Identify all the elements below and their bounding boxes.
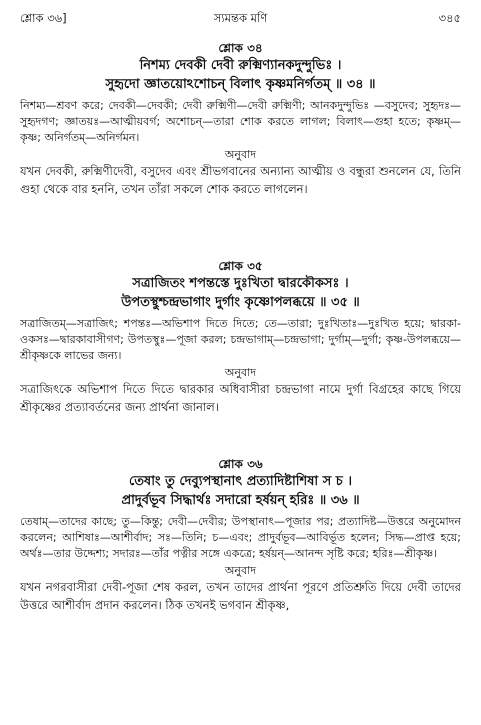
header-verse-ref: শ্লোক ৩৬] bbox=[20, 11, 67, 25]
word-for-word-synonyms: তেষাম্—তাদের কাছে; তু—কিন্তু; দেবী—দেবীর; উপস্থানাৎ—পূজার পর; প্রত্যাদিষ্ট—উত্তরে অনুমোদন করলেন; আশিষাঃ—আশীর্বাদ; সঃ—তিনি; চ—এবং; প্রাদুর্বভূব—আবির্ভূত হলেন; সিদ্ধ—প্রাপ্ত হয়ে; অর্থঃ—তার উদ্দেশ্য; সদারঃ—তাঁর পত্নীর সঙ্গে একত্রে; হর্ষয়ন্—আনন্দ সৃষ্টি করে; হরিঃ—শ্রীকৃষ্ণ। bbox=[20, 515, 461, 560]
header-page-number: ৩৪৫ bbox=[438, 11, 461, 25]
sanskrit-verse-line-1: সত্রাজিতং শপন্তস্তে দুঃখিতা দ্বারকৌকসঃ । bbox=[132, 276, 349, 291]
translation-text: সত্রাজিৎকে অভিশাপ দিতে দিতে দ্বারকার অধিবাসীরা চন্দ্রভাগা নামে দুর্গা বিগ্রহের কাছে গিয়ে শ্রীকৃষ্ণের প্রত্যাবর্তনের জন্য প্রার্থনা জানাল। bbox=[20, 382, 461, 414]
translation-heading: অনুবাদ bbox=[224, 366, 257, 379]
sanskrit-verse-line-2: উপতস্থুশ্চন্দ্রভাগাং দুর্গাং কৃষ্ণোপলব্ধয়ে ॥ ৩৫ ॥ bbox=[121, 295, 360, 310]
translation-heading: অনুবাদ bbox=[224, 148, 257, 161]
sanskrit-verse-line-2: সুহৃদো জ্ঞাতয়োঽশোচন্ বিলাৎ কৃষ্ণমনির্গতম্ ॥ ৩৪ ॥ bbox=[105, 77, 376, 92]
header-chapter-title: স্যমন্তক মণি bbox=[213, 11, 268, 25]
word-for-word-synonyms: নিশম্য—শ্রবণ করে; দেবকী—দেবকী; দেবী রুক্মিণী—দেবী রুক্মিণী; আনকদুন্দুভিঃ —বসুদেব; সুহৃদঃ—সুহৃদগণ; জ্ঞাতয়ঃ—আত্মীয়বর্গ; অশোচন্—তারা শোক করতে লাগল; বিলাৎ—গুহা হতে; কৃষ্ণম্—কৃষ্ণ; অনির্গতম্—অনির্গমন। bbox=[20, 99, 461, 144]
sanskrit-verse-line-1: নিশম্য দেবকী দেবী রুক্মিণ্যানকদুন্দুভিঃ । bbox=[139, 58, 342, 73]
verse-section-34 bbox=[20, 40, 461, 198]
sanskrit-verse-line-1: তেষাং তু দেব্যুপস্থানাৎ প্রত্যাদিষ্টাশিষা স চ । bbox=[129, 474, 352, 489]
word-for-word-synonyms: সত্রাজিতম্—সত্রাজিৎ; শপন্তঃ—অভিশাপ দিতে দিতে; তে—তারা; দুঃখিতাঃ—দুঃখিত হয়ে; দ্বারকা-ওকসঃ—দ্বারকাবাসীগণ; উপতস্থুঃ—পূজা করল; চন্দ্রভাগাম্—চন্দ্রভাগা; দুর্গাম্—দুর্গা; কৃষ্ণ-উপলব্ধয়ে—শ্রীকৃষ্ণকে লাভের জন্য। bbox=[20, 317, 461, 362]
running-header bbox=[20, 10, 461, 28]
verse-section-35 bbox=[20, 258, 461, 416]
verse-number-heading: শ্লোক ৩৫ bbox=[218, 259, 263, 273]
translation-text: যখন নগরবাসীরা দেবী-পূজা শেষ করল, তখন তাদের প্রার্থনা পূরণে প্রতিশ্রুতি দিয়ে দেবী তাদের উত্তরে আশীর্বাদ প্রদান করলেন। ঠিক তখনই ভগবান শ্রীকৃষ্ণ, bbox=[20, 580, 461, 612]
verse-number-heading: শ্লোক ৩৬ bbox=[218, 457, 263, 471]
verse-section-36 bbox=[20, 456, 461, 614]
translation-heading: অনুবাদ bbox=[224, 564, 257, 577]
verse-number-heading: শ্লোক ৩৪ bbox=[218, 41, 263, 55]
translation-text: যখন দেবকী, রুক্মিণীদেবী, বসুদেব এবং শ্রীভগবানের অন্যান্য আত্মীয় ও বন্ধুরা শুনলেন যে, তিনি গুহা থেকে বার হননি, তখন তাঁরা সকলে শোক করতে লাগলেন। bbox=[20, 164, 461, 196]
sanskrit-verse-line-2: প্রাদুর্বভূব সিদ্ধার্থঃ সদারো হর্ষয়ন্ হরিঃ ॥ ৩৬ ॥ bbox=[121, 493, 360, 508]
